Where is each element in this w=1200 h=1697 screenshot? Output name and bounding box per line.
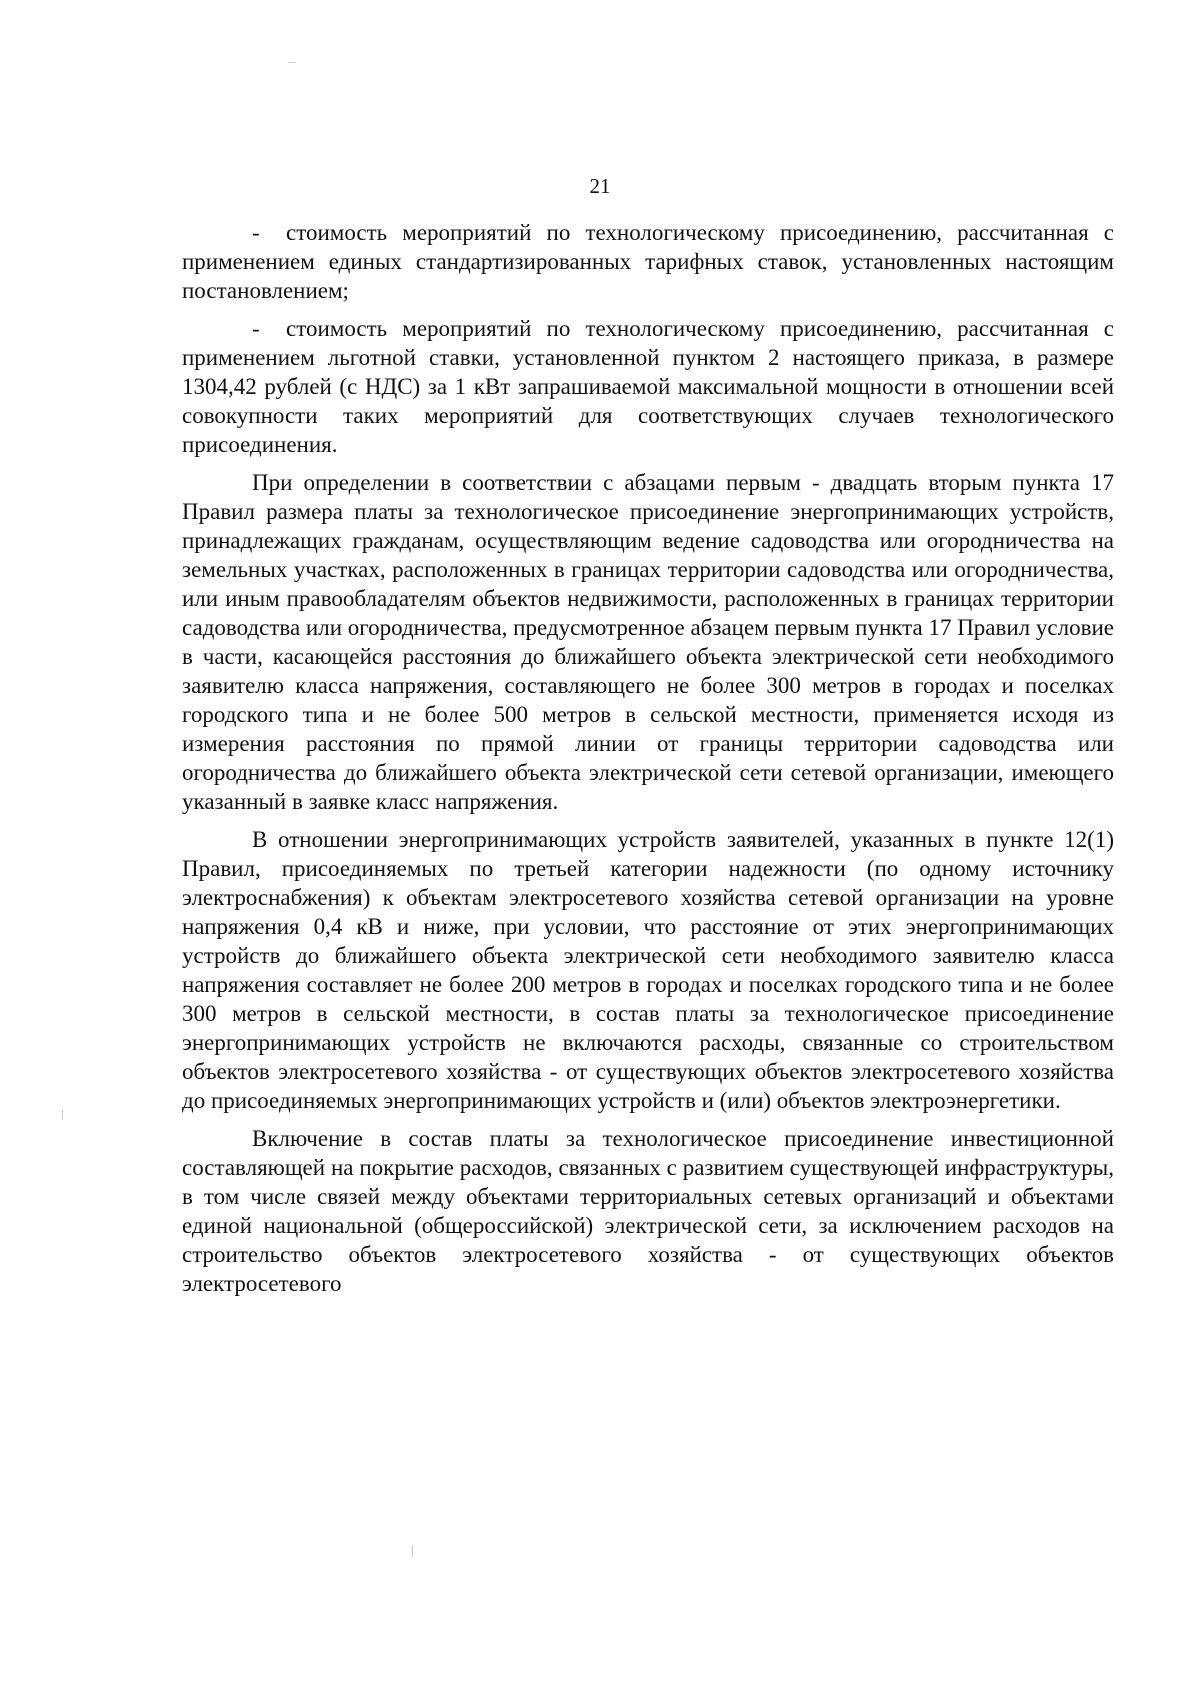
list-dash: -: [252, 316, 260, 341]
page-number: 21: [589, 174, 611, 198]
dash-item-text: стоимость мероприятий по технологическому присоединению, рассчитанная с применением единых стандартизированных тарифных ставок, установленных настоящим постановлением;: [182, 220, 1114, 303]
scan-speck: [412, 1545, 413, 1557]
paragraph-3: При определении в соответствии с абзацами первым - двадцать вторым пункта 17 Правил размера платы за технологическое присоединение энергопринимающих устройств, принадлежащих гражданам, осуществляющим ведение садоводства или огородничества на земельных участках, расположенных в границах территории садоводства или огородничества, или иным правообладателям объектов недвижимости, расположенных в границах территории садоводства или огородничества, предусмотренное абзацем первым пункта 17 Правил условие в части, касающейся расстояния до ближайшего объекта электрической сети необходимого заявителю класса напряжения, составляющего не более 300 метров в городах и поселках городского типа и не более 500 метров в сельской местности, применяется исходя из измерения расстояния по прямой линии от границы территории садоводства или огородничества до ближайшего объекта электрической сети сетевой организации, имеющего указанный в заявке класс напряжения.: [182, 470, 1114, 814]
scan-speck: [288, 62, 296, 63]
paragraph-5: Включение в состав платы за технологическое присоединение инвестиционной составляющей на покрытие расходов, связанных с развитием существующей инфраструктуры, в том числе связей между объектами территориальных сетевых организаций и объектами единой национальной (общероссийской) электрической сети, за исключением расходов на строительство объектов электросетевого хозяйства - от существующих объектов электросетевого: [182, 1126, 1114, 1296]
list-dash: -: [252, 220, 260, 245]
dash-item-text: стоимость мероприятий по технологическому присоединению, рассчитанная с применением льготной ставки, установленной пунктом 2 настоящего приказа, в размере 1304,42 рублей (с НДС) за 1 кВт запрашиваемой максимальной мощности в отношении всей совокупности таких мероприятий для соответствующих случаев технологического присоединения.: [182, 316, 1114, 457]
paragraph-4: В отношении энергопринимающих устройств заявителей, указанных в пункте 12(1) Правил, присоединяемых по третьей категории надежности (по одному источнику электроснабжения) к объектам электросетевого хозяйства сетевой организации на уровне напряжения 0,4 кВ и ниже, при условии, что расстояние от этих энергопринимающих устройств до ближайшего объекта электрической сети необходимого заявителю класса напряжения составляет не более 200 метров в городах и поселках городского типа и не более 300 метров в сельской местности, в состав платы за технологическое присоединение энергопринимающих устройств не включаются расходы, связанные со строительством объектов электросетевого хозяйства - от существующих объектов электросетевого хозяйства до присоединяемых энергопринимающих устройств и (или) объектов электроэнергетики.: [182, 827, 1114, 1113]
dash-item-1: [182, 218, 1114, 305]
document-body: [182, 218, 1114, 1307]
dash-item-2: [182, 314, 1114, 459]
scan-speck: [62, 1110, 63, 1120]
